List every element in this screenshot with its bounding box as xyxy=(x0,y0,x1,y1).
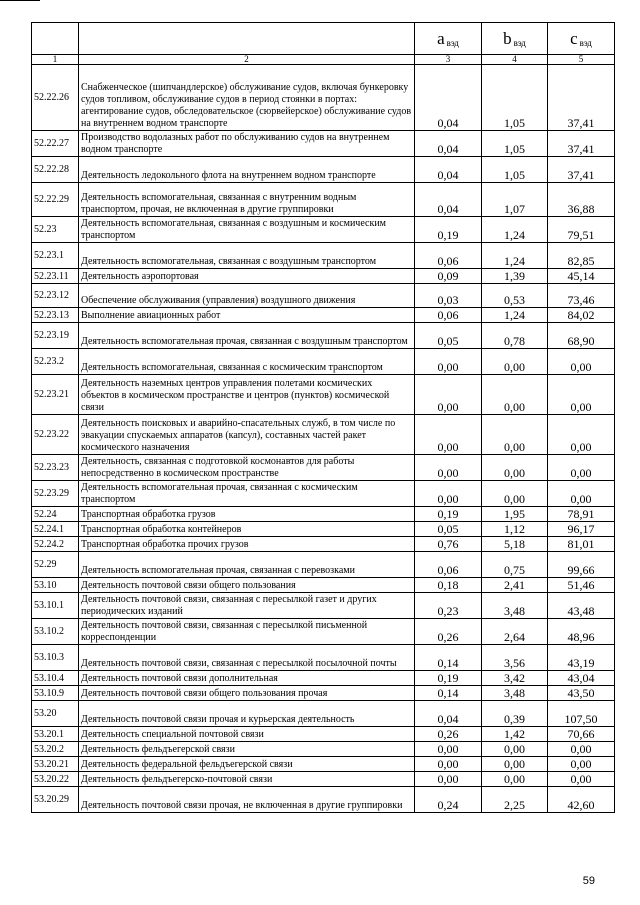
table-row xyxy=(32,645,615,671)
header-a-cell xyxy=(415,23,482,55)
value-b-cell: 3,42 xyxy=(482,671,548,686)
table-row xyxy=(32,65,615,131)
value-c-cell: 68,90 xyxy=(548,323,615,349)
value-b-cell: 1,39 xyxy=(482,269,548,284)
table-row xyxy=(32,742,615,757)
value-b-cell: 0,00 xyxy=(482,375,548,415)
table-row xyxy=(32,757,615,772)
code-cell: 52.23.1 xyxy=(32,243,79,269)
value-b-cell: 1,95 xyxy=(482,507,548,522)
value-b-cell: 1,24 xyxy=(482,243,548,269)
activity-name-cell: Деятельность вспомогательная прочая, связанная с космическим транспортом xyxy=(79,481,415,507)
value-c-cell: 0,00 xyxy=(548,772,615,787)
activity-name-cell: Деятельность вспомогательная, связанная с внутренним водным транспортом, прочая, не включенная в другие группировки xyxy=(79,183,415,217)
code-cell: 53.20.29 xyxy=(32,787,79,813)
code-cell: 52.23.29 xyxy=(32,481,79,507)
value-b-cell: 0,00 xyxy=(482,349,548,375)
value-b-cell: 0,53 xyxy=(482,284,548,308)
code-cell: 53.20.2 xyxy=(32,742,79,757)
code-cell: 52.23.12 xyxy=(32,284,79,308)
value-a-cell: 0,05 xyxy=(415,522,482,537)
activity-name-cell: Деятельность почтовой связи, связанная с пересылкой посылочной почты xyxy=(79,645,415,671)
table-row xyxy=(32,269,615,284)
table-row xyxy=(32,552,615,578)
column-number: 3 xyxy=(415,55,482,65)
activity-name-cell: Деятельность почтовой связи общего пользования прочая xyxy=(79,686,415,701)
table-row xyxy=(32,593,615,619)
value-a-cell: 0,23 xyxy=(415,593,482,619)
value-a-cell: 0,04 xyxy=(415,65,482,131)
value-b-cell: 0,00 xyxy=(482,757,548,772)
table-body xyxy=(32,65,615,813)
value-b-cell: 3,56 xyxy=(482,645,548,671)
activity-name-cell: Выполнение авиационных работ xyxy=(79,308,415,323)
header-b-cell xyxy=(482,23,548,55)
table-row xyxy=(32,727,615,742)
value-c-cell: 78,91 xyxy=(548,507,615,522)
value-a-cell: 0,06 xyxy=(415,552,482,578)
code-cell: 53.10.4 xyxy=(32,671,79,686)
value-c-cell: 107,50 xyxy=(548,701,615,727)
value-a-cell: 0,04 xyxy=(415,131,482,157)
header-name-cell xyxy=(79,23,415,55)
value-c-cell: 37,41 xyxy=(548,131,615,157)
symbol-b: b xyxy=(503,28,512,48)
value-b-cell: 1,05 xyxy=(482,157,548,183)
column-number: 5 xyxy=(548,55,615,65)
code-cell: 52.22.27 xyxy=(32,131,79,157)
value-c-cell: 79,51 xyxy=(548,217,615,243)
value-a-cell: 0,00 xyxy=(415,349,482,375)
value-b-cell: 1,07 xyxy=(482,183,548,217)
value-a-cell: 0,04 xyxy=(415,183,482,217)
activity-name-cell: Деятельность почтовой связи, связанная с пересылкой письменной корреспонденции xyxy=(79,619,415,645)
code-cell: 53.20 xyxy=(32,701,79,727)
value-b-cell: 1,05 xyxy=(482,131,548,157)
value-c-cell: 37,41 xyxy=(548,157,615,183)
value-b-cell: 2,41 xyxy=(482,578,548,593)
table-row xyxy=(32,686,615,701)
activity-name-cell: Деятельность аэропортовая xyxy=(79,269,415,284)
activity-name-cell: Деятельность, связанная с подготовкой космонавтов для работы непосредственно в космическом пространстве xyxy=(79,455,415,481)
value-c-cell: 0,00 xyxy=(548,481,615,507)
code-cell: 53.10.1 xyxy=(32,593,79,619)
table-row xyxy=(32,619,615,645)
value-b-cell: 1,05 xyxy=(482,65,548,131)
table-row xyxy=(32,415,615,455)
coefficients-table xyxy=(31,22,615,813)
value-c-cell: 84,02 xyxy=(548,308,615,323)
code-cell: 52.29 xyxy=(32,552,79,578)
page-number: 59 xyxy=(582,875,595,887)
activity-name-cell: Обеспечение обслуживания (управления) воздушного движения xyxy=(79,284,415,308)
code-cell: 52.22.28 xyxy=(32,157,79,183)
code-cell: 53.20.22 xyxy=(32,772,79,787)
value-b-cell: 0,75 xyxy=(482,552,548,578)
subscript-c: вэд xyxy=(579,37,592,48)
value-c-cell: 73,46 xyxy=(548,284,615,308)
activity-name-cell: Снабженческое (шипчандлерское) обслуживание судов, включая бункеровку судов топливом, обслуживание судов в период стоянки в портах: агентирование судов, обследовательское (сюрвейерское) обслуживание судов на внутреннем водном транспорте xyxy=(79,65,415,131)
value-a-cell: 0,19 xyxy=(415,671,482,686)
table-row xyxy=(32,323,615,349)
table-row xyxy=(32,578,615,593)
value-a-cell: 0,19 xyxy=(415,217,482,243)
table-row xyxy=(32,507,615,522)
value-c-cell: 43,04 xyxy=(548,671,615,686)
code-cell: 53.10.9 xyxy=(32,686,79,701)
value-a-cell: 0,06 xyxy=(415,243,482,269)
value-a-cell: 0,00 xyxy=(415,455,482,481)
value-c-cell: 0,00 xyxy=(548,757,615,772)
value-a-cell: 0,09 xyxy=(415,269,482,284)
code-cell: 53.10.3 xyxy=(32,645,79,671)
value-a-cell: 0,00 xyxy=(415,772,482,787)
activity-name-cell: Деятельность вспомогательная, связанная с воздушным и космическим транспортом xyxy=(79,217,415,243)
code-cell: 52.23 xyxy=(32,217,79,243)
activity-name-cell: Деятельность фельдъегерской связи xyxy=(79,742,415,757)
code-cell: 52.22.29 xyxy=(32,183,79,217)
value-b-cell: 0,00 xyxy=(482,415,548,455)
value-c-cell: 45,14 xyxy=(548,269,615,284)
activity-name-cell: Деятельность наземных центров управления полетами космических объектов в космическом пространстве и центров (пунктов) космической связи xyxy=(79,375,415,415)
value-b-cell: 0,78 xyxy=(482,323,548,349)
value-c-cell: 43,50 xyxy=(548,686,615,701)
table-row xyxy=(32,481,615,507)
activity-name-cell: Деятельность фельдъегерско-почтовой связи xyxy=(79,772,415,787)
value-a-cell: 0,76 xyxy=(415,537,482,552)
code-cell: 53.20.1 xyxy=(32,727,79,742)
table-row xyxy=(32,131,615,157)
header-c-cell xyxy=(548,23,615,55)
code-cell: 52.24 xyxy=(32,507,79,522)
value-b-cell: 0,00 xyxy=(482,455,548,481)
value-a-cell: 0,04 xyxy=(415,157,482,183)
code-cell: 52.23.22 xyxy=(32,415,79,455)
activity-name-cell: Деятельность почтовой связи, связанная с пересылкой газет и других периодических изданий xyxy=(79,593,415,619)
value-c-cell: 37,41 xyxy=(548,65,615,131)
value-c-cell: 0,00 xyxy=(548,455,615,481)
table-row xyxy=(32,308,615,323)
table-row xyxy=(32,772,615,787)
code-cell: 52.24.2 xyxy=(32,537,79,552)
code-cell: 52.23.19 xyxy=(32,323,79,349)
activity-name-cell: Деятельность специальной почтовой связи xyxy=(79,727,415,742)
activity-name-cell: Транспортная обработка прочих грузов xyxy=(79,537,415,552)
activity-name-cell: Деятельность поисковых и аварийно-спасательных служб, в том числе по эвакуации спускаемых аппаратов (капсул), составных частей ракет космического назначения xyxy=(79,415,415,455)
code-cell: 52.23.21 xyxy=(32,375,79,415)
value-b-cell: 1,24 xyxy=(482,217,548,243)
value-c-cell: 51,46 xyxy=(548,578,615,593)
activity-name-cell: Деятельность почтовой связи дополнительная xyxy=(79,671,415,686)
value-b-cell: 1,42 xyxy=(482,727,548,742)
value-a-cell: 0,18 xyxy=(415,578,482,593)
value-c-cell: 70,66 xyxy=(548,727,615,742)
value-a-cell: 0,06 xyxy=(415,308,482,323)
value-b-cell: 0,00 xyxy=(482,481,548,507)
value-a-cell: 0,03 xyxy=(415,284,482,308)
activity-name-cell: Деятельность вспомогательная, связанная с воздушным транспортом xyxy=(79,243,415,269)
table-row xyxy=(32,455,615,481)
activity-name-cell: Деятельность федеральной фельдъегерской связи xyxy=(79,757,415,772)
table-row xyxy=(32,183,615,217)
value-a-cell: 0,00 xyxy=(415,375,482,415)
value-a-cell: 0,24 xyxy=(415,787,482,813)
value-a-cell: 0,26 xyxy=(415,619,482,645)
table-row xyxy=(32,671,615,686)
table-row xyxy=(32,157,615,183)
column-number: 4 xyxy=(482,55,548,65)
value-c-cell: 42,60 xyxy=(548,787,615,813)
code-cell: 53.10 xyxy=(32,578,79,593)
value-c-cell: 99,66 xyxy=(548,552,615,578)
code-cell: 52.24.1 xyxy=(32,522,79,537)
table-row xyxy=(32,522,615,537)
value-a-cell: 0,04 xyxy=(415,701,482,727)
value-a-cell: 0,14 xyxy=(415,686,482,701)
activity-name-cell: Деятельность почтовой связи прочая, не включенная в другие группировки xyxy=(79,787,415,813)
code-cell: 53.10.2 xyxy=(32,619,79,645)
activity-name-cell: Деятельность вспомогательная прочая, связанная с перевозками xyxy=(79,552,415,578)
subscript-b: вэд xyxy=(513,37,526,48)
value-b-cell: 3,48 xyxy=(482,686,548,701)
value-a-cell: 0,00 xyxy=(415,481,482,507)
table-row xyxy=(32,537,615,552)
activity-name-cell: Деятельность вспомогательная, связанная с космическим транспортом xyxy=(79,349,415,375)
value-c-cell: 43,19 xyxy=(548,645,615,671)
symbol-c: c xyxy=(570,28,578,48)
activity-name-cell: Деятельность вспомогательная прочая, связанная с воздушным транспортом xyxy=(79,323,415,349)
value-b-cell: 2,25 xyxy=(482,787,548,813)
column-number: 1 xyxy=(32,55,79,65)
activity-name-cell: Транспортная обработка грузов xyxy=(79,507,415,522)
table-row xyxy=(32,787,615,813)
code-cell: 53.20.21 xyxy=(32,757,79,772)
value-b-cell: 5,18 xyxy=(482,537,548,552)
value-a-cell: 0,00 xyxy=(415,415,482,455)
value-b-cell: 3,48 xyxy=(482,593,548,619)
table-row xyxy=(32,701,615,727)
value-c-cell: 0,00 xyxy=(548,349,615,375)
code-cell: 52.23.13 xyxy=(32,308,79,323)
value-a-cell: 0,26 xyxy=(415,727,482,742)
activity-name-cell: Деятельность почтовой связи прочая и курьерская деятельность xyxy=(79,701,415,727)
table-row xyxy=(32,349,615,375)
header-symbol-row xyxy=(32,23,615,55)
value-a-cell: 0,00 xyxy=(415,757,482,772)
subscript-a: вэд xyxy=(446,37,459,48)
value-c-cell: 81,01 xyxy=(548,537,615,552)
value-b-cell: 1,24 xyxy=(482,308,548,323)
value-b-cell: 2,64 xyxy=(482,619,548,645)
value-c-cell: 48,96 xyxy=(548,619,615,645)
value-b-cell: 0,00 xyxy=(482,742,548,757)
value-c-cell: 0,00 xyxy=(548,742,615,757)
activity-name-cell: Деятельность ледокольного флота на внутреннем водном транспорте xyxy=(79,157,415,183)
table-row xyxy=(32,284,615,308)
header-code-cell xyxy=(32,23,79,55)
value-b-cell: 1,12 xyxy=(482,522,548,537)
code-cell: 52.23.23 xyxy=(32,455,79,481)
symbol-a: a xyxy=(437,28,445,48)
value-c-cell: 96,17 xyxy=(548,522,615,537)
value-c-cell: 82,85 xyxy=(548,243,615,269)
value-c-cell: 36,88 xyxy=(548,183,615,217)
activity-name-cell: Деятельность почтовой связи общего пользования xyxy=(79,578,415,593)
value-b-cell: 0,39 xyxy=(482,701,548,727)
scan-edge-line xyxy=(0,0,40,1)
table-row xyxy=(32,217,615,243)
code-cell: 52.23.11 xyxy=(32,269,79,284)
value-c-cell: 43,48 xyxy=(548,593,615,619)
table-row xyxy=(32,375,615,415)
value-a-cell: 0,00 xyxy=(415,742,482,757)
column-number: 2 xyxy=(79,55,415,65)
column-number-row xyxy=(32,55,615,65)
value-a-cell: 0,19 xyxy=(415,507,482,522)
activity-name-cell: Производство водолазных работ по обслуживанию судов на внутреннем водном транспорте xyxy=(79,131,415,157)
table-row xyxy=(32,243,615,269)
value-a-cell: 0,05 xyxy=(415,323,482,349)
code-cell: 52.23.2 xyxy=(32,349,79,375)
value-a-cell: 0,14 xyxy=(415,645,482,671)
activity-name-cell: Транспортная обработка контейнеров xyxy=(79,522,415,537)
value-c-cell: 0,00 xyxy=(548,415,615,455)
value-c-cell: 0,00 xyxy=(548,375,615,415)
code-cell: 52.22.26 xyxy=(32,65,79,131)
value-b-cell: 0,00 xyxy=(482,772,548,787)
